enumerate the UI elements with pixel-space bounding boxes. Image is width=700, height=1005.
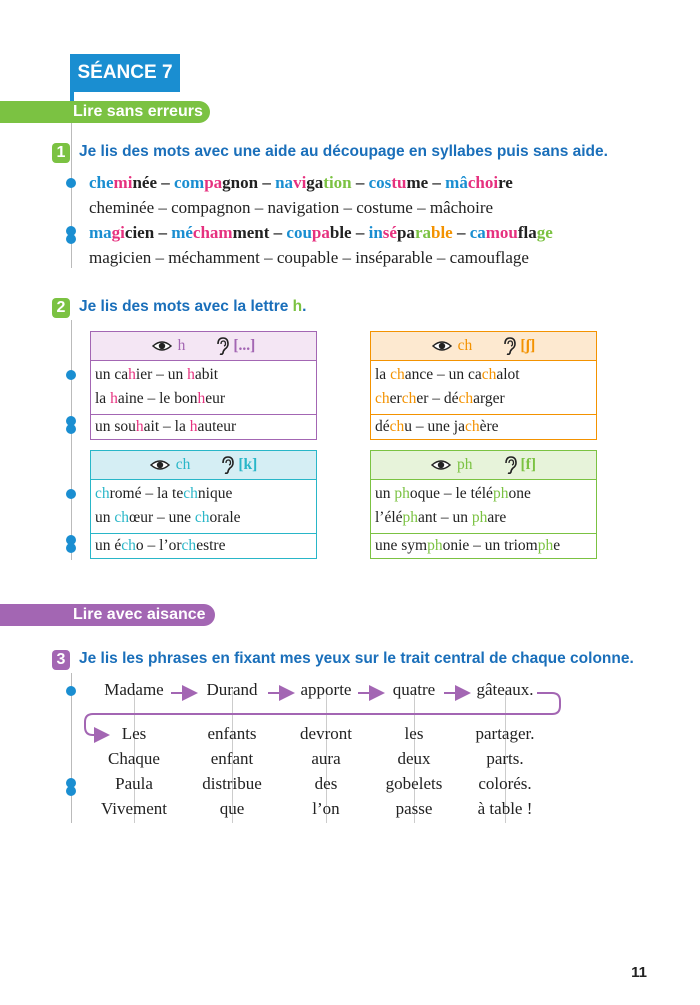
word-part: ch <box>481 366 497 383</box>
sentence-word: colorés. <box>478 774 532 793</box>
word-line-plain: magicien – méchamment – coupable – inséparable – camouflage <box>89 248 529 267</box>
syllable: ment <box>232 223 270 242</box>
word-part: une sym <box>375 537 428 554</box>
word-part: ch <box>121 537 136 554</box>
word-part: ph <box>492 485 509 502</box>
word-part: er <box>389 390 402 407</box>
sentence-word: Madame <box>104 680 164 699</box>
word-part: ch <box>375 390 390 407</box>
word-part: ch <box>181 537 197 554</box>
syllable: mou <box>485 223 518 242</box>
syllable: née <box>132 173 157 192</box>
syllable: ma <box>89 223 112 242</box>
syllable: ca <box>469 223 486 242</box>
word-part: onie – un triom <box>442 537 538 554</box>
word-part: un ca <box>95 366 129 383</box>
sentence-word: quatre <box>392 680 436 699</box>
word-part: h <box>110 390 118 407</box>
word-part: ph <box>471 509 488 526</box>
sentence-word: enfants <box>207 724 257 743</box>
word-part: eur <box>205 390 225 407</box>
syllable: pa <box>396 223 415 242</box>
word-part: ch <box>389 418 405 435</box>
sentence-word: gobelets <box>385 774 443 793</box>
word-part: ch <box>401 390 417 407</box>
syllable: gnon <box>222 173 259 192</box>
word-part: ch <box>464 418 480 435</box>
sentence-word: les <box>404 724 424 743</box>
word-part: h <box>128 366 136 383</box>
word-part: ph <box>427 537 443 554</box>
syllable: gi <box>111 223 125 242</box>
word-part: ch <box>458 390 474 407</box>
syllable: – <box>452 223 470 242</box>
syllable: pa <box>311 223 330 242</box>
word-part: u – une ja <box>404 418 465 435</box>
section-title: Lire sans erreurs <box>73 103 203 120</box>
section-title: Lire avec aisance <box>73 606 206 623</box>
syllable: fla <box>517 223 537 242</box>
syllable: ble <box>329 223 352 242</box>
syllable: na <box>275 173 294 192</box>
syllable: che <box>89 173 114 192</box>
word-part: ant – un <box>418 509 472 526</box>
seance-title: SÉANCE 7 <box>70 54 180 92</box>
syllable: mâ <box>445 173 468 192</box>
word-part: arger <box>473 390 505 407</box>
word-part: abit <box>194 366 219 383</box>
sentence-word: deux <box>397 749 431 768</box>
sentence-word: distribue <box>202 774 262 793</box>
grapheme: h <box>177 337 186 354</box>
phoneme: [...] <box>233 337 256 354</box>
syllable: mé <box>171 223 193 242</box>
sentence-word: que <box>219 799 245 818</box>
sentence-word: aura <box>311 749 341 768</box>
word-part: ch <box>183 485 198 502</box>
grapheme: ch <box>457 337 473 354</box>
word-part: h <box>135 418 144 435</box>
syllable: in <box>368 223 383 242</box>
page-number: 11 <box>631 964 647 981</box>
syllable: – <box>269 223 287 242</box>
syllable: cham <box>192 223 233 242</box>
exercise-number: 1 <box>52 143 70 163</box>
syllable: mi <box>113 173 133 192</box>
sentence-word: apporte <box>300 680 352 699</box>
word-part: orale <box>209 509 241 526</box>
sentence-word: Vivement <box>100 799 168 818</box>
word-part: ch <box>390 366 405 383</box>
sentence-word: Durand <box>206 680 258 699</box>
syllable: ge <box>536 223 553 242</box>
sentence-word: l’on <box>312 799 340 818</box>
syllable: – <box>156 173 174 192</box>
word-part: h <box>187 366 195 383</box>
syllable: – <box>154 223 172 242</box>
word-part: ère <box>479 418 499 435</box>
sentence-word: à table ! <box>477 799 533 818</box>
phoneme: [k] <box>238 456 258 473</box>
word-part: er – dé <box>416 390 459 407</box>
word-part: e <box>553 537 561 554</box>
syllable: me <box>406 173 429 192</box>
word-part: alot <box>496 366 520 383</box>
word-part: romé – la te <box>109 485 184 502</box>
word-part: un <box>375 485 395 502</box>
word-part: ance – un ca <box>404 366 482 383</box>
syllable: cien <box>124 223 155 242</box>
word-part: o – l’or <box>135 537 182 554</box>
grapheme: ch <box>175 456 191 473</box>
word-part: ph <box>537 537 554 554</box>
syllable: tu <box>391 173 407 192</box>
word-part: ch <box>95 485 110 502</box>
word-part: un sou <box>95 418 136 435</box>
syllable: sé <box>382 223 397 242</box>
word-part: ier – un <box>135 366 188 383</box>
instruction-end: . <box>302 298 307 315</box>
phoneme: [ʃ] <box>520 337 536 354</box>
sentence-word: Paula <box>115 774 153 793</box>
word-part: aine – le bon <box>117 390 198 407</box>
word-part: are <box>487 509 507 526</box>
sentence-word: passe <box>395 799 433 818</box>
syllable: cou <box>286 223 312 242</box>
sentence-word: gâteaux. <box>476 680 534 699</box>
word-part: ph <box>402 509 419 526</box>
word-part: auteur <box>197 418 237 435</box>
syllable: ble <box>430 223 453 242</box>
syllable: ra <box>414 223 431 242</box>
sentence-word: des <box>314 774 338 793</box>
sentence-word: enfant <box>210 749 254 768</box>
syllable: vi <box>293 173 307 192</box>
word-part: ch <box>194 509 210 526</box>
word-part: one <box>508 485 531 502</box>
syllable: – <box>351 173 369 192</box>
syllable: choi <box>467 173 499 192</box>
phoneme: [f] <box>520 456 536 473</box>
word-part: dé <box>375 418 390 435</box>
sentence-word: partager. <box>475 724 535 743</box>
word-part: un <box>95 509 115 526</box>
word-part: ait – la <box>143 418 190 435</box>
syllable: com <box>173 173 205 192</box>
sentence-word: parts. <box>486 749 524 768</box>
syllable: re <box>498 173 513 192</box>
word-part: un é <box>95 537 122 554</box>
syllable: cos <box>368 173 392 192</box>
word-part: nique <box>197 485 233 502</box>
syllable: ga <box>306 173 324 192</box>
sentence-word: Chaque <box>108 749 160 768</box>
word-part: œur – une <box>129 509 195 526</box>
syllable: pa <box>204 173 223 192</box>
grapheme: ph <box>457 456 473 473</box>
word-part: ph <box>394 485 410 502</box>
sentence-word: devront <box>300 724 352 743</box>
word-part: h <box>189 418 198 435</box>
word-part: la <box>375 366 391 383</box>
word-part: estre <box>196 537 226 554</box>
exercise-instruction: Je lis les phrases en fixant mes yeux sur le trait central de chaque colonne. <box>79 650 634 667</box>
word-part: l’élé <box>375 509 403 526</box>
instruction-text: Je lis des mots avec la lettre <box>79 298 293 315</box>
word-part: oque – le télé <box>409 485 493 502</box>
word-part: la <box>95 390 111 407</box>
word-line-plain: cheminée – compagnon – navigation – costume – mâchoire <box>89 198 494 217</box>
exercise-number: 2 <box>52 298 70 318</box>
exercise-number: 3 <box>52 650 70 670</box>
syllable: – <box>258 173 276 192</box>
syllable: – <box>428 173 446 192</box>
word-part: ch <box>114 509 130 526</box>
instruction-letter: h <box>292 298 303 315</box>
syllable: – <box>351 223 369 242</box>
word-part: h <box>197 390 206 407</box>
exercise-instruction: Je lis des mots avec une aide au découpage en syllabes puis sans aide. <box>79 143 608 160</box>
syllable: tion <box>323 173 352 192</box>
sentence-word: Les <box>121 724 147 743</box>
